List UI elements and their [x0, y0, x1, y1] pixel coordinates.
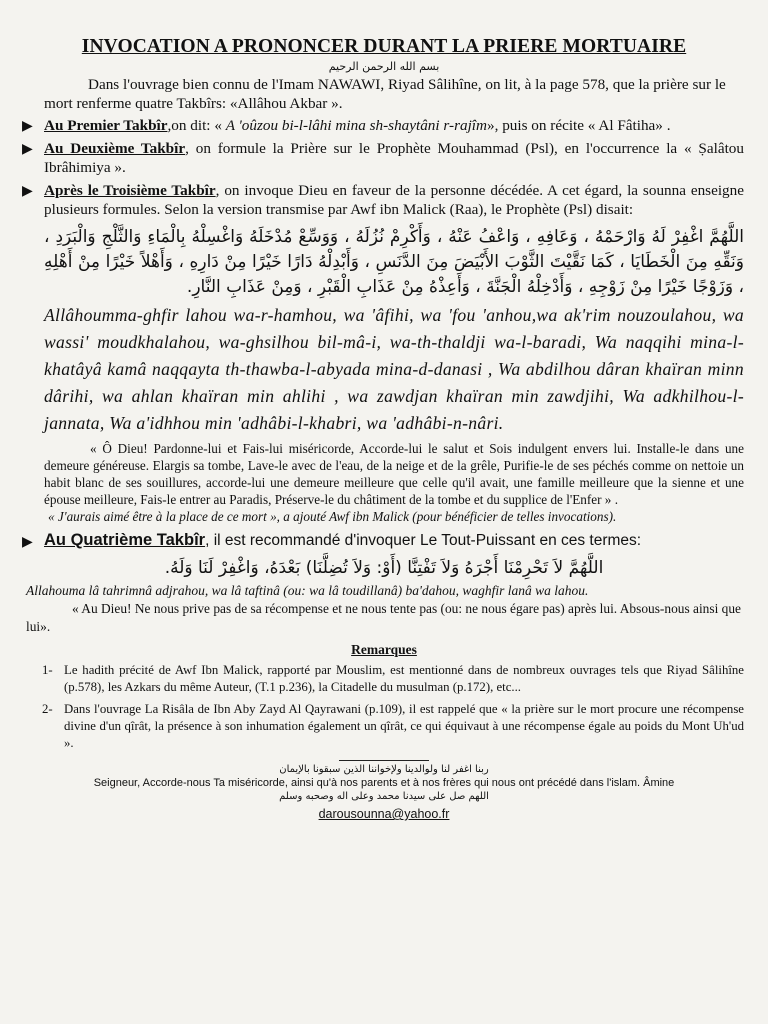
remark-number: 2- [42, 702, 53, 716]
footer [24, 763, 744, 823]
dua-1-transliteration: Allâhoumma-ghfir lahou wa-r-hamhou, wa 'âfihi, wa 'fou 'anhou,wa ak'rim nouzoulahou, wa wassi' moudkhalahou, wa-ghsilhou bil-mâ-i, wa-th-thaldji wa-l-baradi, Wa naqqihi mina-l-khatâyâ kamâ naqqayta th-thawba-l-abyada mina-d-danasi , Wa abdilhou dâran khaïran minn dârihi, wa ahlan khaïran min ahlihi , wa zawdjan khaïran min zawdjihi, Wa adkhilhou-l-jannata, Wa a'idhhou min 'adhâbi-l-khabri, wa 'adhâbi-n-nâri. [44, 305, 744, 433]
footer-arabic-salutation: اللهم صل على سيدنا محمد وعلى اله وصحبه وسلم [279, 791, 489, 802]
footer-arabic-prayer: ربنا اغفر لنا ولوالدينا ولإخواننا الذين سبقونا بالإيمان [279, 764, 489, 775]
basmala: بسم الله الرحمن الرحيم [328, 60, 440, 73]
remark-text: Dans l'ouvrage La Risâla de Ibn Aby Zayd Al Qayrawani (p.109), il est rappelé que « la prière sur le mort procure une récompense divine d'un qîrât, la présence à son inhumation également un qîrât, ce qui équivaut à une récompense égale au poids du Mont Uh'ud ». [64, 702, 744, 750]
arrow-bullet-icon: ▶ [22, 142, 33, 157]
takbir-4-label: Au Quatrième Takbîr [44, 531, 206, 549]
takbir-3-paragraph [24, 181, 744, 219]
page-title: INVOCATION A PRONONCER DURANT LA PRIERE MORTUAIRE [81, 36, 687, 57]
takbir-1-quote: A 'oûzou bi-l-lâhi mina sh-shaytâni r-rajîm [225, 117, 487, 134]
contact-email-link[interactable]: darousounna@yahoo.fr [318, 807, 450, 821]
takbir-2-paragraph [24, 139, 744, 177]
takbir-3-text: , on invoque Dieu en faveur de la personne décédée. A cet égard, la sounna enseigne plusieurs formules. Selon la version transmise par Awf ibn Malick (Raa), le Prophète (Psl) disait: [44, 182, 744, 218]
takbir-1-text-b: », puis on récite « Al Fâtiha» . [487, 117, 671, 134]
takbir-4-text: , il est recommandé d'invoquer Le Tout-Puissant en ces termes: [205, 532, 642, 549]
takbir-1-text-a: ,on dit: « [167, 117, 226, 134]
dua-2-translation: « Au Dieu! Ne nous prive pas de sa récompense et ne nous tente pas (ou: ne nous égare pas) après lui. Absous-nous ainsi que lui». [26, 601, 741, 634]
takbir-2-text: , on formule la Prière sur le Prophète Mouhammad (Psl), en l'occurrence la « Ṣalâtou Ibrâhimiya ». [44, 140, 744, 176]
remark-text: Le hadith précité de Awf Ibn Malick, rapporté par Mouslim, est mentionné dans de nombreux ouvrages tels que Riyad Sâlihîne (p.578), les Azkars du même Auteur, (T.1 p.236), la Citadelle du musulman (p.172), etc... [64, 663, 744, 694]
remark-item [24, 701, 744, 752]
dua-1-translation-block [24, 440, 744, 508]
takbir-4-paragraph [24, 531, 744, 550]
dua-2-arabic: اللَّهُمَّ لاَ تَحْرِمْنَا أَجْرَهُ وَلاَ تَفْتِنَّا (أَوْ: وَلاَ تُضِلَّنَا) بَعْدَهُ، وَاغْفِرْ لَنَا وَلَهُ. [164, 558, 604, 578]
intro-paragraph: Dans l'ouvrage bien connu de l'Imam NAWAWI, Riyad Sâlihîne, on lit, à la page 578, que la prière sur le mort renferme quatre Takbîrs: «Allâhou Akbar ». [44, 76, 726, 112]
takbir-1-paragraph [24, 116, 744, 135]
remark-item [24, 662, 744, 696]
takbir-3-label: Après le Troisième Takbîr [44, 182, 216, 199]
takbir-2-label: Au Deuxième Takbîr [44, 140, 186, 157]
remark-number: 1- [42, 663, 53, 677]
arrow-bullet-icon: ▶ [22, 119, 33, 134]
footer-french-prayer: Seigneur, Accorde-nous Ta miséricorde, ainsi qu'à nos parents et à nos frères qui nous ont précédé dans l'islam. Âmine [93, 777, 675, 789]
remarks-title: Remarques [351, 642, 417, 657]
dua-1-note: « J'aurais aimé être à la place de ce mort », a ajouté Awf ibn Malick (pour bénéficier de telles invocations). [48, 509, 617, 524]
dua-1-translation: « Ô Dieu! Pardonne-lui et Fais-lui miséricorde, Accorde-lui le salut et Sois indulgent envers lui. Installe-le dans une demeure généreuse. Elargis sa tombe, Lave-le avec de l'eau, de la neige et de la grêle, Purifie-le de ses péchés comme on nettoie un habit blanc de ses souillures, accorde-lui une demeure meilleure que celle qu'il avait, une famille meilleure que la sienne et une épouse meilleure, Fais-le entrer au Paradis, Préserve-le du châtiment de la tombe et du supplice de l'Enfer » . [44, 441, 744, 507]
arrow-bullet-icon: ▶ [22, 184, 33, 199]
dua-2-transliteration: Allahouma lâ tahrimnâ adjrahou, wa lâ taftinâ (ou: wa lâ toudillanâ) ba'dahou, waghfir lanâ wa lahou. [26, 583, 589, 598]
takbir-1-label: Au Premier Takbîr [44, 117, 168, 134]
dua-1-arabic: اللَّهُمَّ اغْفِرْ لَهُ وَارْحَمْهُ ، وَعَافِهِ ، وَاعْفُ عَنْهُ ، وَأَكْرِمْ نُزُلَهُ ، وَوَسِّعْ مُدْخَلَهُ وَاغْسِلْهُ بِالْمَاءِ وَالثَّلْجِ وَالْبَرَدِ ، وَنَقِّهِ مِنَ الْخَطَايَا ، كَمَا نَقَّيْتَ الثَّوْبَ الأَبْيَضَ مِنَ الدَّنَسِ ، وَأَبْدِلْهُ دَارًا خَيْرًا مِنْ دَارِهِ ، وَأَهْلاً خَيْرًا مِنْ أَهْلِهِ ، وَزَوْجًا خَيْرًا مِنْ زَوْجِهِ ، وَأَدْخِلْهُ الْجَنَّةَ ، وَأَعِذْهُ مِنْ عَذَابِ الْقَبْرِ ، وَمِنْ عَذَابِ النَّارِ. [44, 227, 744, 297]
footer-divider [339, 760, 429, 761]
arrow-bullet-icon: ▶ [22, 533, 33, 549]
